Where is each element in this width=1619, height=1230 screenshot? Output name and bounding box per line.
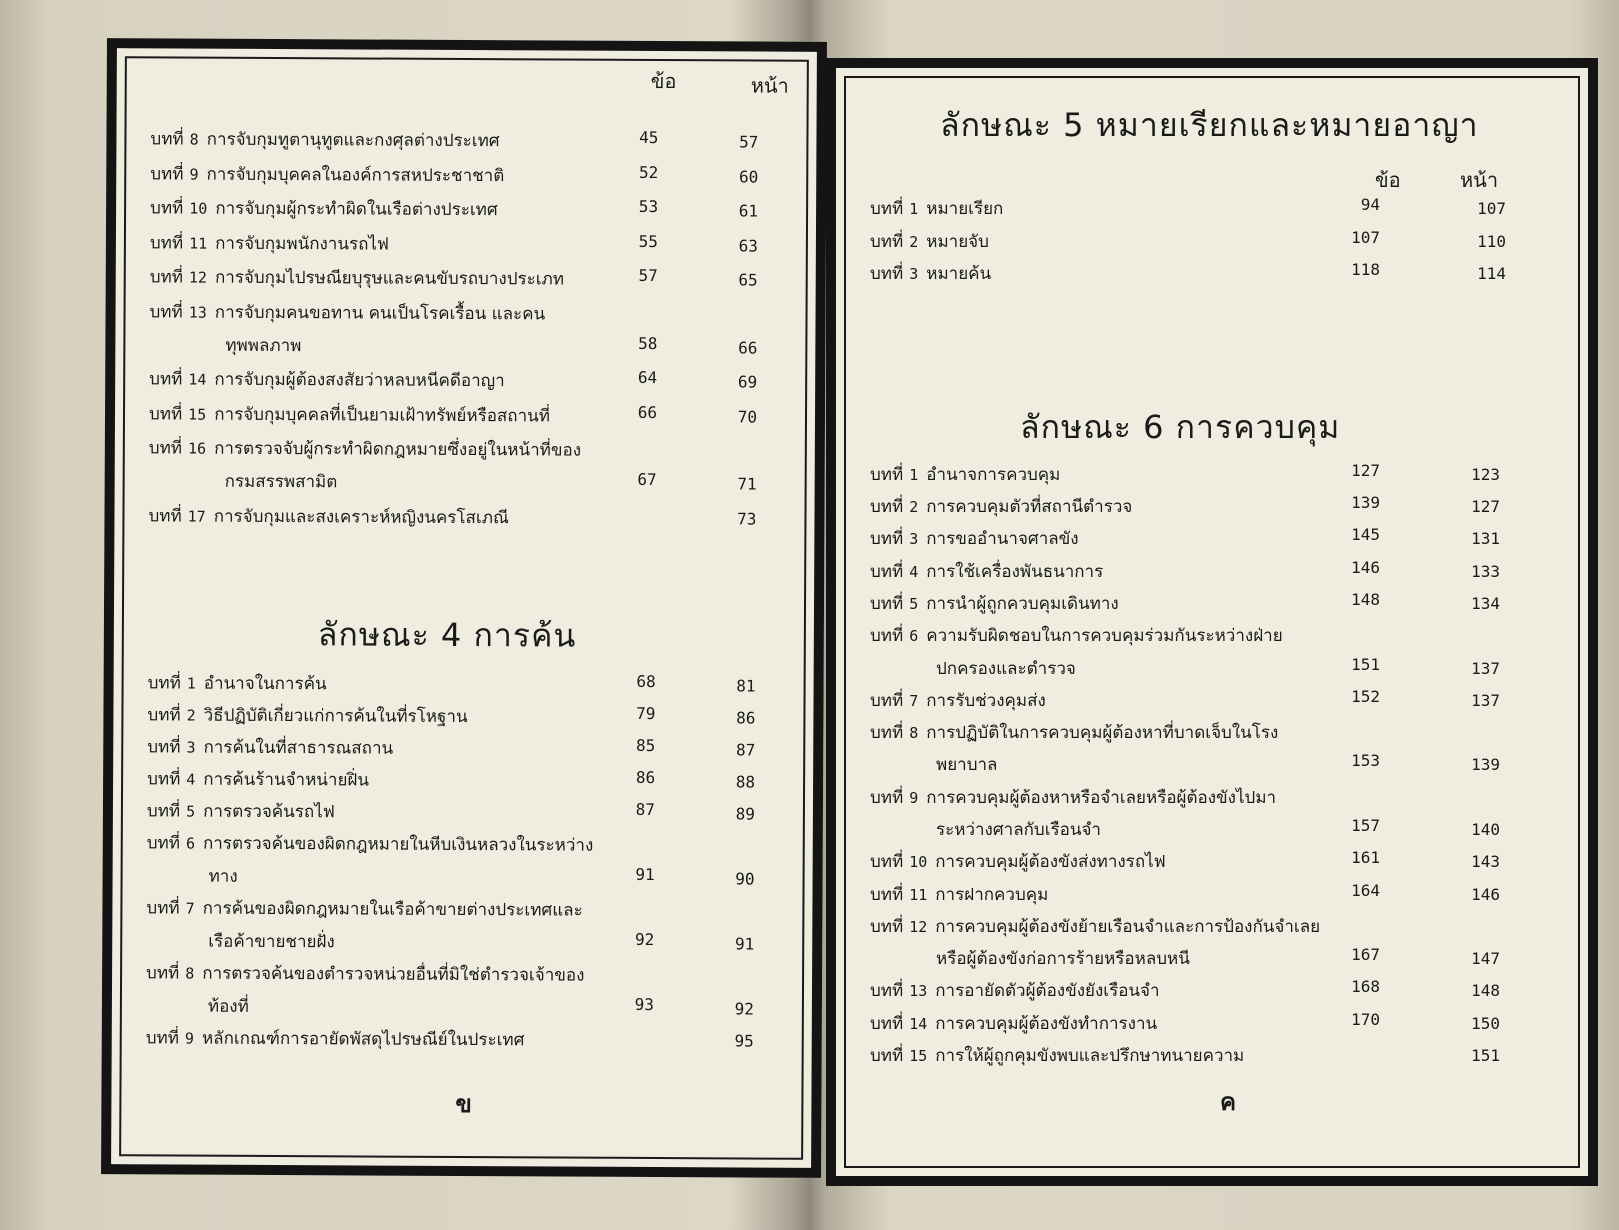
chapter-title: การรับช่วงคุมส่ง [926, 690, 1046, 711]
chapter-number: 2 [909, 232, 919, 251]
toc-row [148, 437, 791, 494]
toc-row [150, 163, 792, 200]
column-header-section: ข้อ [1375, 168, 1401, 192]
chapter-title-continuation: กรมสรรพสามิต [224, 471, 338, 493]
toc-entry-title [870, 916, 1320, 938]
toc-entry-title [870, 625, 1283, 647]
chapter-label: บทที่ [870, 465, 904, 485]
chapter-title: อำนาจการควบคุม [926, 465, 1061, 485]
toc-entry-title [870, 528, 1079, 550]
section-number: 167 [1351, 945, 1380, 965]
chapter-number: 9 [909, 788, 919, 807]
page-number: 60 [738, 166, 759, 187]
chapter-title: การควบคุมผู้ต้องขังส่งทางรถไฟ [935, 852, 1166, 873]
chapter-number: 9 [189, 165, 199, 184]
page-number: 92 [734, 999, 754, 1019]
chapter-number: 8 [185, 964, 195, 983]
toc-row [870, 1009, 1564, 1047]
chapter-number: 16 [187, 439, 207, 458]
page-number: 127 [1471, 497, 1500, 517]
column-header-section: ข้อ [650, 68, 677, 94]
chapter-title: การจับกุมพนักงานรถไฟ [215, 233, 390, 255]
toc-entry-title [150, 232, 389, 255]
page-number: 73 [737, 508, 757, 529]
chapter-number: 8 [909, 723, 919, 742]
section-number: 153 [1351, 751, 1380, 771]
page-number: 71 [737, 474, 757, 494]
section-number: 67 [637, 469, 657, 490]
page-number: 134 [1471, 593, 1500, 613]
chapter-number: 1 [186, 674, 196, 693]
section-number: 139 [1351, 493, 1380, 513]
toc-entry-title [870, 561, 1103, 583]
section-number: 146 [1351, 557, 1380, 577]
chapter-title: การจับกุมบุคคลในองค์การสหประชาชาติ [206, 164, 505, 186]
column-header-page: หน้า [1460, 168, 1499, 192]
section-number: 45 [639, 127, 659, 148]
toc-row [870, 722, 1564, 776]
chapter-label: บทที่ [870, 916, 904, 937]
section-number: 151 [1351, 654, 1380, 674]
chapter-label: บทที่ [870, 497, 904, 518]
chapter-title: การตรวจค้นของตำรวจหน่วยอื่นที่มิใช่ตำรวจเจ้าของ [202, 963, 585, 986]
toc-row [870, 557, 1564, 595]
toc-row [149, 301, 791, 358]
page-number: 110 [1477, 231, 1506, 251]
toc-row [146, 832, 789, 889]
chapter-label: บทที่ [145, 1028, 179, 1049]
chapter-label: บทที่ [870, 884, 904, 905]
page-number: 147 [1471, 949, 1500, 969]
chapter-label: บทที่ [147, 705, 181, 726]
chapter-label: บทที่ [148, 505, 182, 527]
chapter-label: บทที่ [870, 264, 904, 284]
chapter-number: 12 [909, 917, 928, 936]
chapter-title: การตรวจจับผู้กระทำผิดกฎหมายซึ่งอยู่ในหน้าที่ของ [214, 438, 582, 461]
chapter-title: การฝากควบคุม [935, 884, 1049, 905]
chapter-number: 4 [186, 770, 196, 789]
toc-row [870, 195, 1564, 232]
toc-entry-title [870, 263, 991, 285]
toc-row [149, 403, 791, 440]
toc-row [870, 260, 1564, 297]
chapter-label: บทที่ [870, 593, 904, 614]
page-number: 137 [1471, 658, 1500, 678]
toc-entry-title [148, 672, 327, 695]
chapter-number: 12 [188, 268, 208, 287]
toc-entry-title [149, 403, 550, 427]
chapter-label: บทที่ [149, 267, 183, 288]
toc-entry-title [150, 128, 499, 152]
page-number: 107 [1477, 199, 1506, 218]
page-number: 139 [1471, 755, 1500, 775]
chapter-label: บทที่ [150, 129, 184, 150]
chapter-title: การควบคุมตัวที่สถานีตำรวจ [926, 497, 1133, 518]
toc-entry-title [149, 437, 581, 461]
chapter-label: บทที่ [146, 833, 181, 854]
chapter-label: บทที่ [148, 438, 183, 459]
section-heading-5: ลักษณะ 5 หมายเรียกและหมายอาญา [940, 106, 1479, 144]
chapter-number: 3 [186, 738, 196, 757]
chapter-title: การให้ผู้ถูกคุมขังพบและปรึกษาทนายความ [935, 1045, 1245, 1066]
chapter-title: การนำผู้ถูกควบคุมเดินทาง [926, 593, 1119, 614]
right-page [826, 58, 1598, 1186]
chapter-title: การปฏิบัติในการควบคุมผู้ต้องหาที่บาดเจ็บในโรง [926, 722, 1279, 743]
column-header-page: หน้า [750, 73, 789, 98]
toc-row [146, 897, 788, 954]
toc-entry-title [870, 980, 1160, 1002]
chapter-number: 14 [909, 1014, 928, 1033]
chapter-label: บทที่ [870, 626, 904, 646]
toc-row [150, 197, 792, 234]
page-number: 143 [1471, 852, 1500, 872]
page-number: 151 [1471, 1045, 1500, 1065]
chapter-label: บทที่ [146, 801, 181, 822]
page-number: 131 [1471, 529, 1500, 549]
page-number: 123 [1471, 465, 1500, 484]
chapter-title: การตรวจค้นรถไฟ [203, 801, 335, 823]
page-number: 69 [737, 372, 758, 392]
page-number: 86 [736, 708, 756, 728]
page-number: 140 [1471, 820, 1500, 840]
toc-entry-title [870, 787, 1276, 809]
chapter-title: การค้นในที่สาธารณสถาน [203, 737, 394, 759]
toc-row [870, 1045, 1564, 1079]
chapter-label: บทที่ [149, 232, 184, 254]
chapter-label: บทที่ [870, 981, 904, 1002]
page-number: 133 [1471, 561, 1500, 581]
chapter-label: บทที่ [148, 403, 183, 425]
toc-row [870, 493, 1564, 530]
section-number: 53 [638, 196, 659, 217]
toc-entry-title [146, 962, 584, 986]
toc-entry-title [870, 722, 1278, 744]
section-number: 152 [1351, 686, 1380, 706]
page-folio: ค [1220, 1088, 1237, 1116]
toc-entry-title [147, 736, 393, 759]
toc-entry-title [146, 1027, 525, 1051]
chapter-title: การจับกุมผู้กระทำผิดในเรือต่างประเทศ [215, 198, 498, 221]
chapter-label: บทที่ [150, 198, 184, 219]
section-number: 107 [1351, 227, 1380, 247]
chapter-title-continuation: ระหว่างศาลกับเรือนจำ [936, 820, 1101, 841]
chapter-number: 3 [909, 265, 919, 283]
toc-row [870, 787, 1564, 841]
page-number: 87 [735, 740, 756, 760]
toc-entry-title [870, 1013, 1157, 1035]
section-number: 79 [636, 703, 656, 724]
section-number: 64 [637, 367, 658, 388]
section-number: 94 [1360, 195, 1380, 214]
toc-entry-title [150, 266, 564, 290]
chapter-number: 8 [189, 130, 199, 149]
chapter-number: 1 [909, 200, 919, 218]
chapter-number: 2 [909, 498, 919, 517]
chapter-title: การจับกุมทูตานุทูตและกงศุลต่างประเทศ [206, 129, 500, 152]
section-number: 93 [634, 994, 654, 1014]
toc-row [150, 266, 792, 303]
toc-entry-title [870, 231, 989, 253]
toc-row [870, 848, 1564, 885]
toc-entry-title [146, 897, 582, 921]
chapter-label: บทที่ [870, 690, 904, 711]
chapter-label: บทที่ [150, 163, 184, 185]
page-number: 65 [738, 270, 758, 290]
toc-entry-title [870, 851, 1166, 873]
toc-row [870, 525, 1564, 562]
toc-row [149, 368, 791, 405]
toc-row [870, 589, 1564, 627]
chapter-title: การค้นร้านจำหน่ายฝิ่น [203, 769, 370, 791]
chapter-number: 17 [187, 507, 206, 526]
chapter-label: บทที่ [870, 199, 904, 219]
toc-row [148, 505, 790, 542]
page-number: 63 [738, 235, 758, 256]
chapter-title: อำนาจในการค้น [203, 673, 327, 695]
chapter-title: การจับกุมบุคคลที่เป็นยามเฝ้าทรัพย์หรือสถานที่ [214, 404, 551, 426]
chapter-number: 11 [189, 234, 208, 253]
section-number: 92 [634, 929, 655, 950]
section-heading-6: ลักษณะ 6 การควบคุม [1020, 408, 1341, 446]
toc-entry-title [148, 505, 508, 529]
chapter-label: บทที่ [147, 737, 181, 758]
chapter-label: บทที่ [870, 722, 904, 743]
page-number: 150 [1471, 1013, 1500, 1033]
toc-row [870, 916, 1564, 970]
toc-entry-title [150, 197, 498, 221]
toc-row [870, 977, 1564, 1014]
section-number: 161 [1351, 848, 1380, 868]
right-page-content [870, 68, 1564, 1176]
chapter-title-continuation: พยาบาล [936, 755, 998, 776]
toc-row [150, 232, 792, 269]
chapter-title-continuation: เรือค้าขายชายฝั่ง [208, 931, 335, 953]
toc-row [870, 625, 1564, 679]
chapter-title: หลักเกณฑ์การอายัดพัสดุไปรษณีย์ในประเทศ [201, 1028, 525, 1051]
toc-row [870, 880, 1564, 918]
chapter-number: 13 [188, 303, 207, 322]
page-number: 90 [735, 869, 755, 889]
chapter-title: การจับกุมและสงเคราะห์หญิงนครโสเภณี [213, 506, 509, 528]
page-number: 61 [738, 201, 759, 221]
chapter-number: 10 [189, 199, 208, 218]
left-page [101, 38, 827, 1178]
chapter-number: 7 [185, 899, 195, 918]
chapter-label: บทที่ [870, 1013, 904, 1034]
chapter-title: การจับกุมไปรษณียบุรุษและคนขับรถบางประเภท [214, 267, 565, 290]
chapter-number: 5 [186, 802, 196, 821]
chapter-number: 15 [909, 1046, 928, 1065]
section-number: 87 [635, 799, 655, 820]
toc-entry-title [870, 593, 1119, 615]
page-number: 114 [1477, 264, 1506, 283]
toc-entry-title [870, 464, 1060, 486]
chapter-title: หมายค้น [926, 264, 992, 284]
chapter-number: 3 [909, 530, 919, 549]
toc-entry-title [149, 368, 505, 392]
section-number: 118 [1351, 260, 1380, 279]
left-page-content [145, 48, 793, 1167]
chapter-number: 7 [909, 691, 919, 710]
chapter-label: บทที่ [147, 673, 181, 694]
page-number: 81 [736, 676, 756, 696]
section-number: 168 [1351, 977, 1380, 997]
page-number: 57 [739, 132, 759, 152]
chapter-number: 15 [188, 405, 207, 424]
toc-entry-title [870, 690, 1046, 712]
chapter-number: 4 [909, 562, 919, 581]
chapter-number: 6 [185, 834, 196, 853]
chapter-label: บทที่ [146, 963, 180, 984]
page-number: 88 [735, 772, 756, 792]
chapter-title: หมายจับ [926, 231, 989, 252]
chapter-number: 10 [909, 853, 928, 872]
chapter-number: 13 [909, 982, 928, 1001]
section-number: 58 [638, 333, 658, 353]
page-number: 89 [735, 804, 755, 824]
chapter-label: บทที่ [146, 898, 180, 919]
chapter-number: 11 [909, 885, 928, 904]
section-number: 145 [1351, 525, 1380, 545]
chapter-title-continuation: ปกครองและตำรวจ [936, 658, 1076, 679]
toc-entry-title [150, 163, 504, 187]
toc-entry-title [147, 832, 594, 856]
chapter-label: บทที่ [147, 769, 181, 790]
chapter-title: การควบคุมผู้ต้องหาหรือจำเลยหรือผู้ต้องขังไปมา [926, 787, 1277, 808]
chapter-label: บทที่ [870, 852, 904, 873]
section-number: 148 [1351, 589, 1380, 609]
toc-entry-title [149, 301, 545, 325]
section-number: 164 [1351, 880, 1380, 900]
chapter-title-continuation: หรือผู้ต้องขังก่อการร้ายหรือหลบหนี [936, 949, 1190, 970]
chapter-label: บทที่ [870, 561, 904, 582]
page-number: 66 [738, 337, 758, 358]
page-number: 91 [734, 934, 755, 954]
page-number: 95 [734, 1031, 754, 1051]
page-number: 137 [1471, 690, 1500, 710]
section-number: 52 [638, 162, 659, 182]
toc-entry-title [147, 768, 369, 791]
toc-entry-title [870, 496, 1132, 518]
toc-entry-title [147, 704, 467, 728]
chapter-number: 14 [188, 370, 207, 389]
chapter-title-continuation: ท้องที่ [207, 996, 249, 1017]
toc-entry-title [870, 1045, 1244, 1067]
chapter-title-continuation: ทุพพลภาพ [225, 335, 302, 356]
section-number: 91 [635, 864, 655, 885]
toc-row [146, 1027, 788, 1064]
section-number: 85 [635, 735, 656, 756]
chapter-label: บทที่ [870, 231, 904, 252]
page-folio: ข [455, 1089, 472, 1119]
chapter-title: หมายเรียก [926, 199, 1004, 219]
toc-entry-title [870, 198, 1003, 220]
chapter-number: 5 [909, 594, 919, 613]
toc-row [146, 962, 788, 1019]
chapter-label: บทที่ [870, 787, 904, 808]
section-heading-4: ลักษณะ 4 การค้น [317, 615, 577, 655]
chapter-title: การตรวจค้นของผิดกฎหมายในหีบเงินหลวงในระหว่าง [202, 833, 594, 856]
toc-row [870, 686, 1564, 724]
chapter-number: 6 [909, 627, 919, 645]
chapter-title: การขออำนาจศาลขัง [926, 529, 1079, 550]
toc-entry-title [870, 884, 1048, 906]
chapter-title: การอายัดตัวผู้ต้องขังยังเรือนจำ [935, 981, 1160, 1002]
page-number: 148 [1471, 981, 1500, 1001]
toc-row [150, 128, 792, 165]
section-number: 68 [636, 671, 656, 692]
chapter-label: บทที่ [870, 1045, 904, 1066]
chapter-title: การใช้เครื่องพันธนาการ [926, 561, 1104, 582]
chapter-title: การจับกุมผู้ต้องสงสัยว่าหลบหนีคดีอาญา [214, 369, 505, 392]
toc-row [870, 461, 1564, 498]
chapter-title: การจับกุมคนขอทาน คนเป็นโรคเรื้อน และคน [214, 302, 546, 324]
chapter-title: ความรับผิดชอบในการควบคุมร่วมกันระหว่างฝ่าย [926, 626, 1283, 646]
chapter-title: การควบคุมผู้ต้องขังย้ายเรือนจำและการป้องกันจำเลย [935, 916, 1321, 937]
section-number: 127 [1351, 461, 1380, 480]
section-number: 57 [638, 265, 658, 286]
chapter-number: 1 [909, 466, 919, 484]
chapter-label: บทที่ [149, 369, 183, 390]
chapter-title-continuation: ทาง [208, 866, 238, 887]
chapter-title: การค้นของผิดกฎหมายในเรือค้าขายต่างประเทศและ [202, 898, 583, 921]
toc-row [870, 227, 1564, 265]
section-number: 157 [1351, 816, 1380, 836]
section-number: 66 [637, 402, 658, 422]
page-number: 70 [737, 406, 758, 427]
chapter-title: การควบคุมผู้ต้องขังทำการงาน [935, 1013, 1158, 1034]
chapter-number: 9 [184, 1029, 195, 1048]
chapter-number: 2 [186, 706, 196, 725]
section-number: 86 [635, 767, 656, 788]
toc-entry-title [147, 800, 335, 823]
chapter-title: วิธีปฏิบัติเกี่ยวแก่การค้นในที่รโหฐาน [203, 705, 468, 728]
page-number: 146 [1471, 884, 1500, 904]
section-number: 170 [1351, 1009, 1380, 1029]
chapter-label: บทที่ [870, 529, 904, 550]
section-number: 55 [638, 231, 658, 251]
chapter-label: บทที่ [149, 301, 183, 323]
